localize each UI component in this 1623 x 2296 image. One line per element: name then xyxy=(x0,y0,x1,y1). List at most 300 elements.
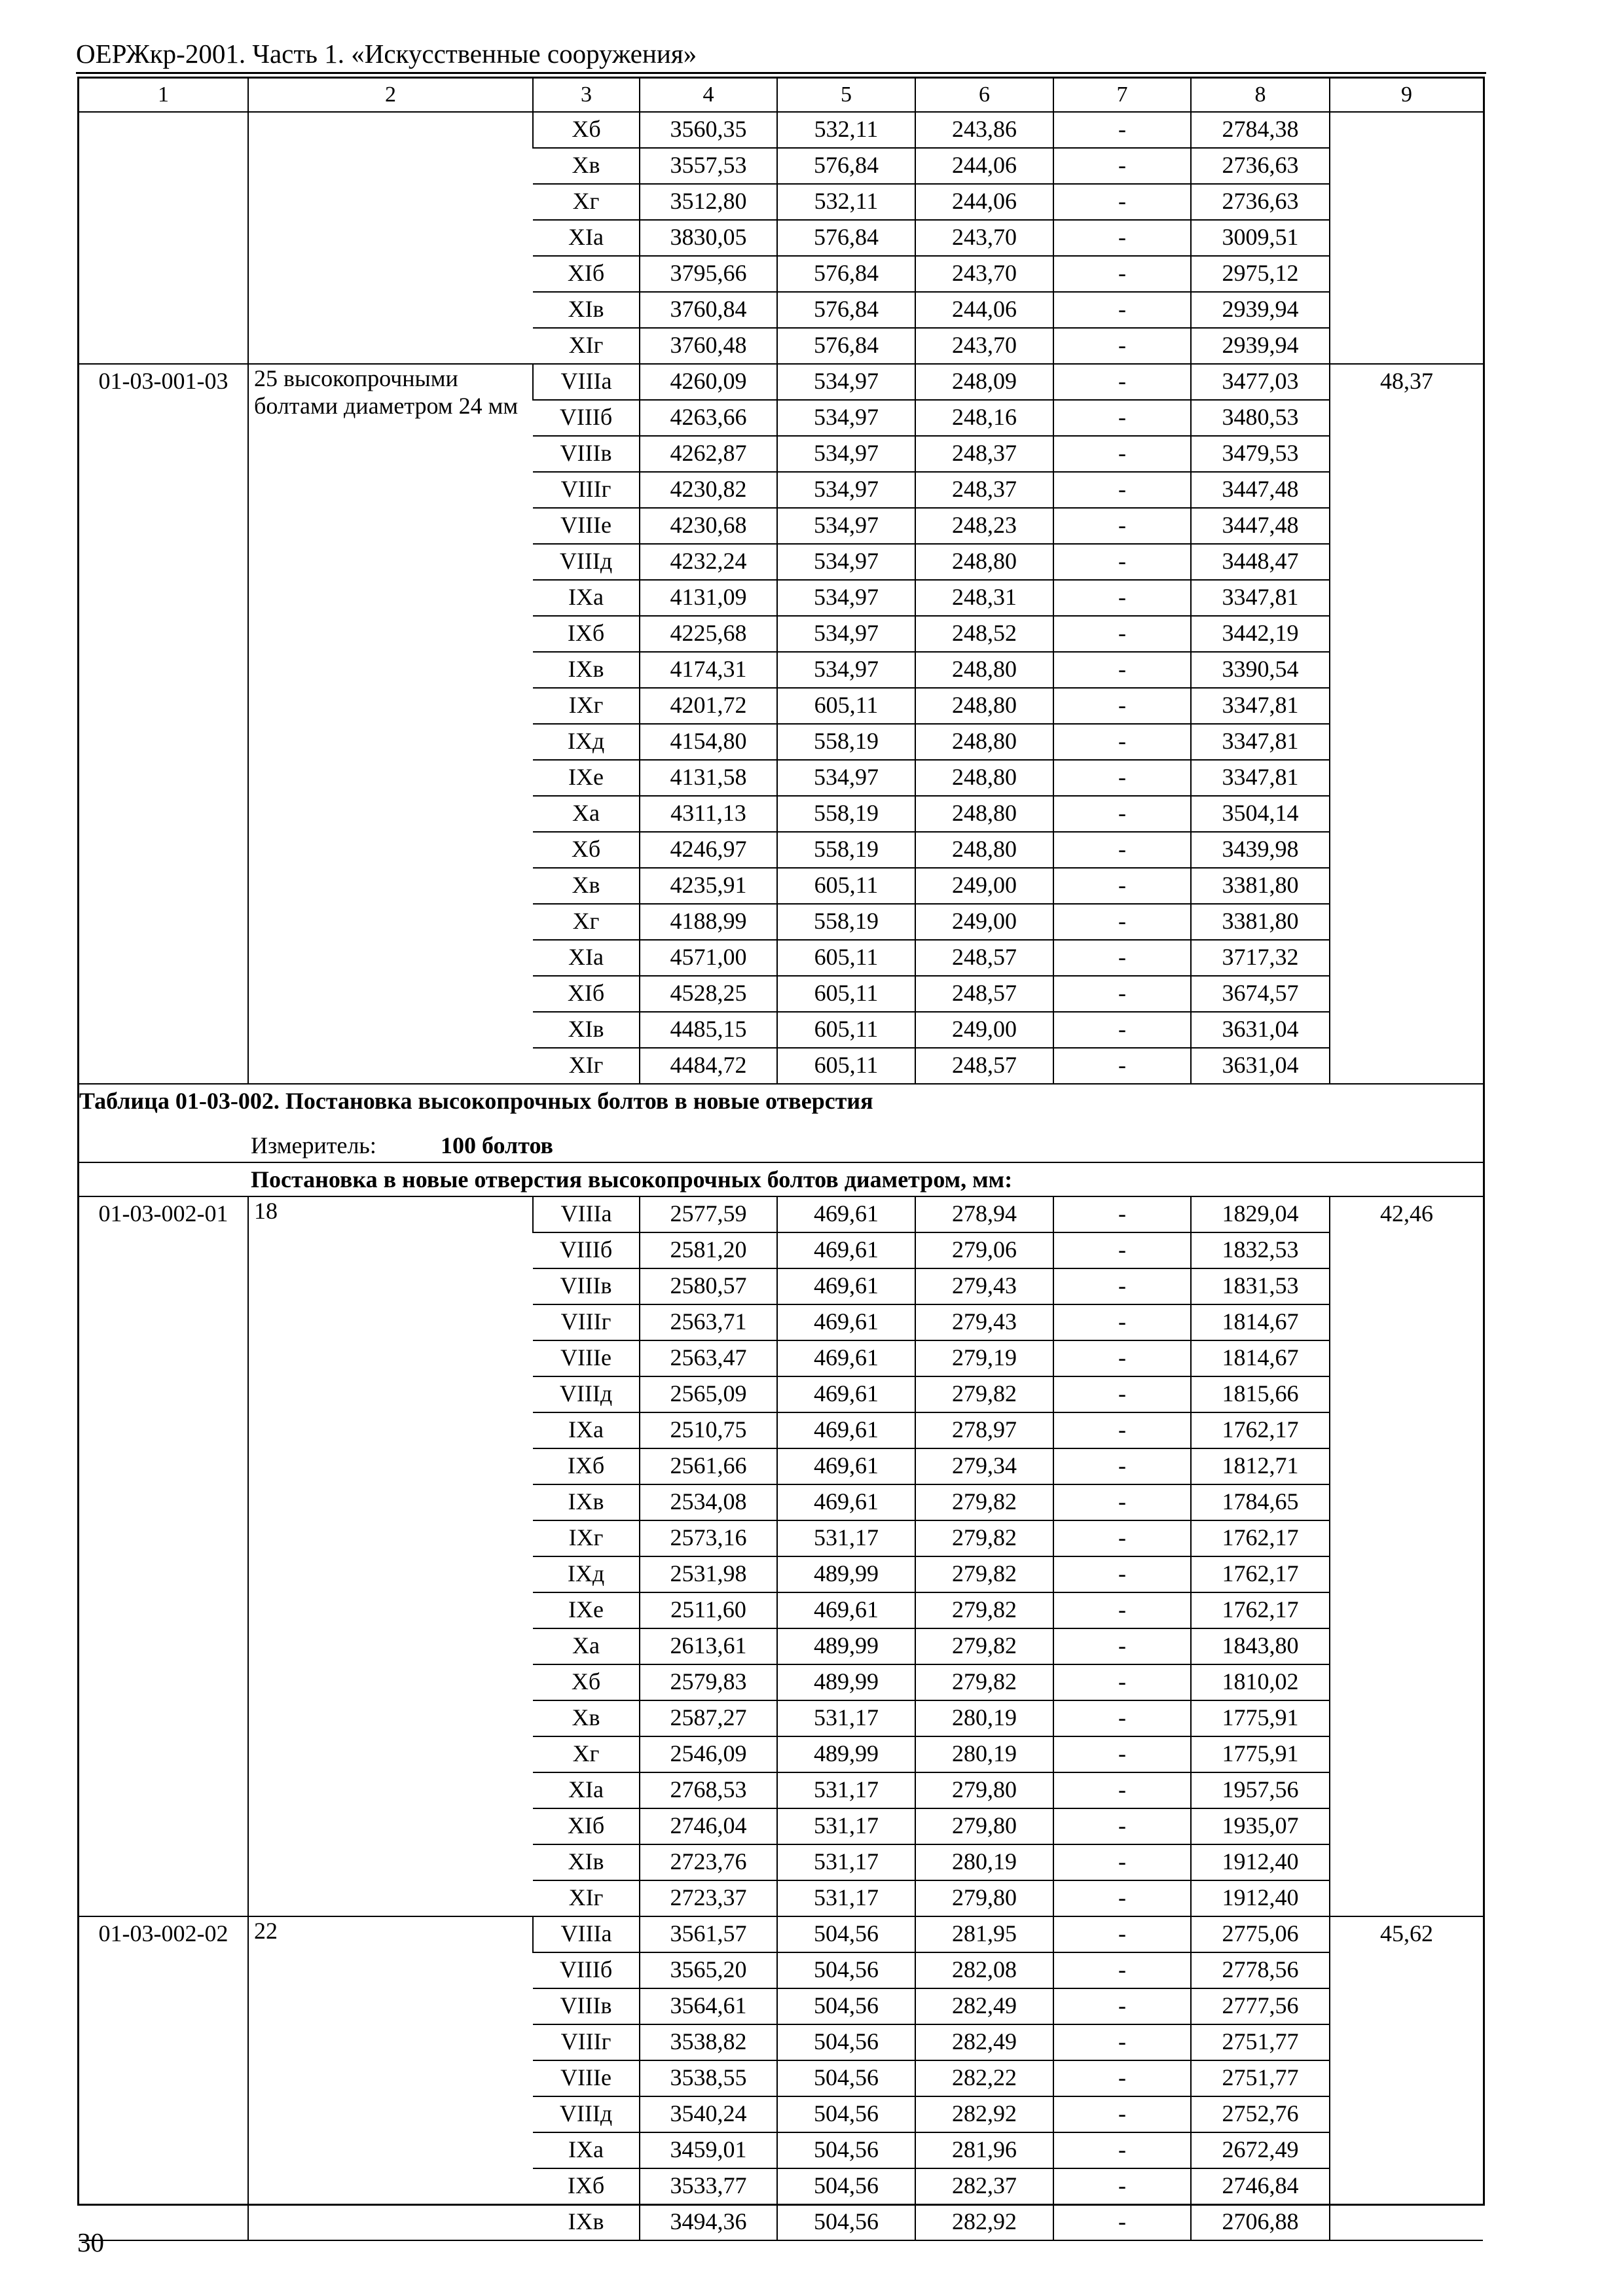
material-cost: 2752,76 xyxy=(1191,2096,1330,2132)
machine-cost: 279,80 xyxy=(915,1772,1053,1808)
machine-cost: 282,92 xyxy=(915,2096,1053,2132)
resource-code: VIIIе xyxy=(533,508,640,544)
driver-cost: - xyxy=(1053,400,1191,436)
driver-cost: - xyxy=(1053,580,1191,616)
machine-cost: 279,82 xyxy=(915,1520,1053,1556)
resource-code: VIIIд xyxy=(533,2096,640,2132)
total-cost: 4201,72 xyxy=(640,688,777,724)
machine-cost: 248,80 xyxy=(915,796,1053,832)
material-cost: 1829,04 xyxy=(1191,1196,1330,1232)
total-cost: 3494,36 xyxy=(640,2204,777,2240)
resource-code: IXб xyxy=(533,1448,640,1484)
work-name: 18 xyxy=(248,1196,533,1916)
rate-code: 01-03-001-03 xyxy=(79,364,248,1084)
total-cost: 3795,66 xyxy=(640,256,777,292)
material-cost: 1957,56 xyxy=(1191,1772,1330,1808)
labor-hours: 48,37 xyxy=(1330,364,1483,1084)
material-cost: 2975,12 xyxy=(1191,256,1330,292)
material-cost: 2736,63 xyxy=(1191,148,1330,184)
total-cost: 2577,59 xyxy=(640,1196,777,1232)
total-cost: 3512,80 xyxy=(640,184,777,220)
price-table xyxy=(77,77,1485,2234)
labor-cost: 504,56 xyxy=(777,2204,915,2240)
machine-cost: 248,57 xyxy=(915,940,1053,976)
driver-cost: - xyxy=(1053,364,1191,400)
total-cost: 2563,47 xyxy=(640,1340,777,1376)
resource-code: IXв xyxy=(533,1484,640,1520)
machine-cost: 249,00 xyxy=(915,904,1053,940)
labor-cost: 534,97 xyxy=(777,364,915,400)
rate-code xyxy=(79,112,248,364)
labor-cost: 469,61 xyxy=(777,1304,915,1340)
total-cost: 4230,68 xyxy=(640,508,777,544)
resource-code: VIIIг xyxy=(533,2024,640,2060)
resource-code: XIв xyxy=(533,292,640,328)
column-number: 2 xyxy=(248,79,533,112)
material-cost: 3504,14 xyxy=(1191,796,1330,832)
labor-cost: 576,84 xyxy=(777,220,915,256)
material-cost: 1762,17 xyxy=(1191,1556,1330,1592)
total-cost: 2563,71 xyxy=(640,1304,777,1340)
machine-cost: 280,19 xyxy=(915,1736,1053,1772)
table-row xyxy=(79,364,1483,400)
machine-cost: 282,49 xyxy=(915,2024,1053,2060)
labor-cost: 534,97 xyxy=(777,436,915,472)
resource-code: IXа xyxy=(533,580,640,616)
total-cost: 2534,08 xyxy=(640,1484,777,1520)
subheading-row xyxy=(79,1162,1483,1196)
labor-cost: 469,61 xyxy=(777,1268,915,1304)
machine-cost: 243,70 xyxy=(915,220,1053,256)
driver-cost: - xyxy=(1053,2132,1191,2168)
driver-cost: - xyxy=(1053,472,1191,508)
material-cost: 3347,81 xyxy=(1191,724,1330,760)
driver-cost: - xyxy=(1053,1232,1191,1268)
machine-cost: 248,80 xyxy=(915,688,1053,724)
material-cost: 3347,81 xyxy=(1191,580,1330,616)
driver-cost: - xyxy=(1053,1012,1191,1048)
material-cost: 3381,80 xyxy=(1191,868,1330,904)
machine-cost: 243,70 xyxy=(915,256,1053,292)
material-cost: 2939,94 xyxy=(1191,292,1330,328)
machine-cost: 279,06 xyxy=(915,1232,1053,1268)
material-cost: 1812,71 xyxy=(1191,1448,1330,1484)
total-cost: 4131,58 xyxy=(640,760,777,796)
resource-code: VIIIв xyxy=(533,1268,640,1304)
labor-cost: 469,61 xyxy=(777,1592,915,1628)
driver-cost: - xyxy=(1053,328,1191,364)
driver-cost: - xyxy=(1053,220,1191,256)
resource-code: IXд xyxy=(533,1556,640,1592)
driver-cost: - xyxy=(1053,1520,1191,1556)
total-cost: 2546,09 xyxy=(640,1736,777,1772)
driver-cost: - xyxy=(1053,2204,1191,2240)
material-cost: 2784,38 xyxy=(1191,112,1330,148)
driver-cost: - xyxy=(1053,1304,1191,1340)
total-cost: 3760,48 xyxy=(640,328,777,364)
labor-cost: 469,61 xyxy=(777,1484,915,1520)
total-cost: 4225,68 xyxy=(640,616,777,652)
resource-code: Xа xyxy=(533,1628,640,1664)
work-name: 22 xyxy=(248,1916,533,2240)
machine-cost: 248,37 xyxy=(915,436,1053,472)
driver-cost: - xyxy=(1053,1048,1191,1084)
driver-cost: - xyxy=(1053,1808,1191,1844)
material-cost: 1912,40 xyxy=(1191,1880,1330,1916)
labor-cost: 504,56 xyxy=(777,1916,915,1952)
driver-cost: - xyxy=(1053,796,1191,832)
labor-cost: 558,19 xyxy=(777,904,915,940)
resource-code: VIIIд xyxy=(533,1376,640,1412)
driver-cost: - xyxy=(1053,2096,1191,2132)
material-cost: 1831,53 xyxy=(1191,1268,1330,1304)
machine-cost: 248,57 xyxy=(915,976,1053,1012)
column-number-row xyxy=(79,79,1483,112)
driver-cost: - xyxy=(1053,1736,1191,1772)
labor-cost: 531,17 xyxy=(777,1700,915,1736)
resource-code: XIб xyxy=(533,1808,640,1844)
total-cost: 3533,77 xyxy=(640,2168,777,2204)
driver-cost: - xyxy=(1053,508,1191,544)
driver-cost: - xyxy=(1053,1592,1191,1628)
material-cost: 1843,80 xyxy=(1191,1628,1330,1664)
machine-cost: 249,00 xyxy=(915,1012,1053,1048)
material-cost: 1832,53 xyxy=(1191,1232,1330,1268)
material-cost: 2706,88 xyxy=(1191,2204,1330,2240)
machine-cost: 279,82 xyxy=(915,1592,1053,1628)
labor-cost: 605,11 xyxy=(777,688,915,724)
total-cost: 2511,60 xyxy=(640,1592,777,1628)
labor-cost: 576,84 xyxy=(777,148,915,184)
resource-code: Xг xyxy=(533,184,640,220)
total-cost: 4262,87 xyxy=(640,436,777,472)
machine-cost: 279,43 xyxy=(915,1268,1053,1304)
material-cost: 3479,53 xyxy=(1191,436,1330,472)
total-cost: 2587,27 xyxy=(640,1700,777,1736)
resource-code: VIIIе xyxy=(533,2060,640,2096)
material-cost: 2939,94 xyxy=(1191,328,1330,364)
total-cost: 2723,76 xyxy=(640,1844,777,1880)
subheading: Постановка в новые отверстия высокопрочных болтов диаметром, мм: xyxy=(79,1162,1483,1196)
total-cost: 4528,25 xyxy=(640,976,777,1012)
table-row xyxy=(79,112,1483,148)
machine-cost: 282,37 xyxy=(915,2168,1053,2204)
total-cost: 4571,00 xyxy=(640,940,777,976)
machine-cost: 279,80 xyxy=(915,1808,1053,1844)
labor-cost: 531,17 xyxy=(777,1520,915,1556)
driver-cost: - xyxy=(1053,1484,1191,1520)
labor-cost: 576,84 xyxy=(777,256,915,292)
material-cost: 2778,56 xyxy=(1191,1952,1330,1988)
labor-cost: 489,99 xyxy=(777,1664,915,1700)
resource-code: VIIIв xyxy=(533,1988,640,2024)
driver-cost: - xyxy=(1053,1952,1191,1988)
labor-cost: 534,97 xyxy=(777,616,915,652)
resource-code: Xб xyxy=(533,832,640,868)
machine-cost: 248,37 xyxy=(915,472,1053,508)
labor-cost: 504,56 xyxy=(777,1952,915,1988)
labor-cost: 504,56 xyxy=(777,2132,915,2168)
column-number: 7 xyxy=(1053,79,1191,112)
machine-cost: 244,06 xyxy=(915,184,1053,220)
material-cost: 1762,17 xyxy=(1191,1412,1330,1448)
resource-code: IXд xyxy=(533,724,640,760)
resource-code: VIIIе xyxy=(533,1340,640,1376)
driver-cost: - xyxy=(1053,1196,1191,1232)
labor-cost: 534,97 xyxy=(777,508,915,544)
driver-cost: - xyxy=(1053,112,1191,148)
machine-cost: 279,82 xyxy=(915,1556,1053,1592)
column-number: 6 xyxy=(915,79,1053,112)
resource-code: XIг xyxy=(533,1880,640,1916)
header-rule xyxy=(76,72,1486,74)
total-cost: 3561,57 xyxy=(640,1916,777,1952)
resource-code: XIа xyxy=(533,940,640,976)
resource-code: XIб xyxy=(533,256,640,292)
machine-cost: 278,97 xyxy=(915,1412,1053,1448)
resource-code: Xб xyxy=(533,1664,640,1700)
labor-cost: 531,17 xyxy=(777,1844,915,1880)
section-title: Таблица 01-03-002. Постановка высокопрочных болтов в новые отверстия xyxy=(79,1088,873,1114)
total-cost: 3538,55 xyxy=(640,2060,777,2096)
total-cost: 3459,01 xyxy=(640,2132,777,2168)
material-cost: 2751,77 xyxy=(1191,2024,1330,2060)
resource-code: IXа xyxy=(533,2132,640,2168)
total-cost: 4263,66 xyxy=(640,400,777,436)
labor-hours: 45,62 xyxy=(1330,1916,1483,2240)
machine-cost: 282,22 xyxy=(915,2060,1053,2096)
driver-cost: - xyxy=(1053,184,1191,220)
resource-code: IXе xyxy=(533,760,640,796)
resource-code: VIIIг xyxy=(533,472,640,508)
material-cost: 2777,56 xyxy=(1191,1988,1330,2024)
machine-cost: 248,80 xyxy=(915,760,1053,796)
total-cost: 4485,15 xyxy=(640,1012,777,1048)
labor-cost: 469,61 xyxy=(777,1340,915,1376)
resource-code: Xа xyxy=(533,796,640,832)
total-cost: 2768,53 xyxy=(640,1772,777,1808)
resource-code: IXв xyxy=(533,652,640,688)
total-cost: 4131,09 xyxy=(640,580,777,616)
material-cost: 2672,49 xyxy=(1191,2132,1330,2168)
total-cost: 2565,09 xyxy=(640,1376,777,1412)
labor-cost: 531,17 xyxy=(777,1880,915,1916)
resource-code: IXг xyxy=(533,1520,640,1556)
column-number: 8 xyxy=(1191,79,1330,112)
material-cost: 3631,04 xyxy=(1191,1048,1330,1084)
total-cost: 3564,61 xyxy=(640,1988,777,2024)
column-number: 4 xyxy=(640,79,777,112)
machine-cost: 280,19 xyxy=(915,1700,1053,1736)
total-cost: 2613,61 xyxy=(640,1628,777,1664)
total-cost: 4246,97 xyxy=(640,832,777,868)
material-cost: 3447,48 xyxy=(1191,472,1330,508)
total-cost: 2746,04 xyxy=(640,1808,777,1844)
total-cost: 3557,53 xyxy=(640,148,777,184)
total-cost: 4232,24 xyxy=(640,544,777,580)
total-cost: 4260,09 xyxy=(640,364,777,400)
machine-cost: 244,06 xyxy=(915,148,1053,184)
labor-cost: 504,56 xyxy=(777,2096,915,2132)
resource-code: XIб xyxy=(533,976,640,1012)
resource-code: Xв xyxy=(533,148,640,184)
labor-cost: 534,97 xyxy=(777,580,915,616)
material-cost: 3448,47 xyxy=(1191,544,1330,580)
machine-cost: 249,00 xyxy=(915,868,1053,904)
labor-cost: 605,11 xyxy=(777,1012,915,1048)
driver-cost: - xyxy=(1053,688,1191,724)
labor-cost: 504,56 xyxy=(777,2060,915,2096)
driver-cost: - xyxy=(1053,904,1191,940)
resource-code: VIIIг xyxy=(533,1304,640,1340)
labor-cost: 558,19 xyxy=(777,724,915,760)
machine-cost: 282,08 xyxy=(915,1952,1053,1988)
machine-cost: 248,23 xyxy=(915,508,1053,544)
rate-code: 01-03-002-02 xyxy=(79,1916,248,2240)
machine-cost: 279,82 xyxy=(915,1484,1053,1520)
machine-cost: 279,82 xyxy=(915,1376,1053,1412)
driver-cost: - xyxy=(1053,724,1191,760)
driver-cost: - xyxy=(1053,1628,1191,1664)
labor-cost: 532,11 xyxy=(777,184,915,220)
material-cost: 1762,17 xyxy=(1191,1592,1330,1628)
table-row xyxy=(79,1916,1483,1952)
total-cost: 3565,20 xyxy=(640,1952,777,1988)
driver-cost: - xyxy=(1053,652,1191,688)
driver-cost: - xyxy=(1053,868,1191,904)
resource-code: IXб xyxy=(533,616,640,652)
resource-code: XIг xyxy=(533,1048,640,1084)
resource-code: Xв xyxy=(533,1700,640,1736)
driver-cost: - xyxy=(1053,1556,1191,1592)
labor-cost: 558,19 xyxy=(777,832,915,868)
page-header: ОЕРЖкр-2001. Часть 1. «Искусственные сооружения» xyxy=(76,39,697,69)
material-cost: 3480,53 xyxy=(1191,400,1330,436)
driver-cost: - xyxy=(1053,832,1191,868)
total-cost: 4311,13 xyxy=(640,796,777,832)
machine-cost: 282,92 xyxy=(915,2204,1053,2240)
machine-cost: 243,70 xyxy=(915,328,1053,364)
column-number: 5 xyxy=(777,79,915,112)
column-number: 1 xyxy=(79,79,248,112)
resource-code: Xг xyxy=(533,904,640,940)
resource-code: XIа xyxy=(533,1772,640,1808)
table-body xyxy=(79,79,1483,2240)
material-cost: 3009,51 xyxy=(1191,220,1330,256)
machine-cost: 244,06 xyxy=(915,292,1053,328)
labor-cost: 469,61 xyxy=(777,1196,915,1232)
driver-cost: - xyxy=(1053,1448,1191,1484)
labor-cost: 534,97 xyxy=(777,472,915,508)
machine-cost: 248,80 xyxy=(915,724,1053,760)
material-cost: 1775,91 xyxy=(1191,1736,1330,1772)
total-cost: 4235,91 xyxy=(640,868,777,904)
resource-code: VIIIб xyxy=(533,400,640,436)
labor-cost: 605,11 xyxy=(777,868,915,904)
driver-cost: - xyxy=(1053,1880,1191,1916)
driver-cost: - xyxy=(1053,2168,1191,2204)
material-cost: 2751,77 xyxy=(1191,2060,1330,2096)
total-cost: 2510,75 xyxy=(640,1412,777,1448)
page-number: 30 xyxy=(77,2227,104,2257)
labor-cost: 531,17 xyxy=(777,1808,915,1844)
labor-hours xyxy=(1330,112,1483,364)
material-cost: 3439,98 xyxy=(1191,832,1330,868)
resource-code: VIIIб xyxy=(533,1232,640,1268)
measure-value: 100 болтов xyxy=(441,1132,554,1158)
labor-cost: 605,11 xyxy=(777,1048,915,1084)
material-cost: 3381,80 xyxy=(1191,904,1330,940)
labor-cost: 605,11 xyxy=(777,976,915,1012)
labor-cost: 469,61 xyxy=(777,1232,915,1268)
driver-cost: - xyxy=(1053,760,1191,796)
total-cost: 2573,16 xyxy=(640,1520,777,1556)
driver-cost: - xyxy=(1053,940,1191,976)
material-cost: 2775,06 xyxy=(1191,1916,1330,1952)
driver-cost: - xyxy=(1053,976,1191,1012)
total-cost: 3830,05 xyxy=(640,220,777,256)
driver-cost: - xyxy=(1053,1376,1191,1412)
machine-cost: 279,43 xyxy=(915,1304,1053,1340)
driver-cost: - xyxy=(1053,2024,1191,2060)
machine-cost: 248,09 xyxy=(915,364,1053,400)
total-cost: 2581,20 xyxy=(640,1232,777,1268)
driver-cost: - xyxy=(1053,436,1191,472)
labor-hours: 42,46 xyxy=(1330,1196,1483,1916)
total-cost: 4174,31 xyxy=(640,652,777,688)
material-cost: 1762,17 xyxy=(1191,1520,1330,1556)
material-cost: 1815,66 xyxy=(1191,1376,1330,1412)
total-cost: 4230,82 xyxy=(640,472,777,508)
resource-code: IXе xyxy=(533,1592,640,1628)
driver-cost: - xyxy=(1053,1340,1191,1376)
material-cost: 1814,67 xyxy=(1191,1304,1330,1340)
machine-cost: 279,34 xyxy=(915,1448,1053,1484)
total-cost: 2723,37 xyxy=(640,1880,777,1916)
driver-cost: - xyxy=(1053,616,1191,652)
resource-code: Xг xyxy=(533,1736,640,1772)
driver-cost: - xyxy=(1053,1916,1191,1952)
labor-cost: 531,17 xyxy=(777,1772,915,1808)
work-name: 25 высокопрочными болтами диаметром 24 мм xyxy=(248,364,533,1084)
material-cost: 2746,84 xyxy=(1191,2168,1330,2204)
material-cost: 3447,48 xyxy=(1191,508,1330,544)
machine-cost: 248,80 xyxy=(915,544,1053,580)
machine-cost: 248,80 xyxy=(915,832,1053,868)
driver-cost: - xyxy=(1053,1988,1191,2024)
total-cost: 3538,82 xyxy=(640,2024,777,2060)
resource-code: VIIIд xyxy=(533,544,640,580)
driver-cost: - xyxy=(1053,1844,1191,1880)
labor-cost: 558,19 xyxy=(777,796,915,832)
material-cost: 1912,40 xyxy=(1191,1844,1330,1880)
machine-cost: 279,82 xyxy=(915,1628,1053,1664)
material-cost: 1935,07 xyxy=(1191,1808,1330,1844)
machine-cost: 280,19 xyxy=(915,1844,1053,1880)
material-cost: 3631,04 xyxy=(1191,1012,1330,1048)
resource-code: VIIIа xyxy=(533,1916,640,1952)
machine-cost: 248,52 xyxy=(915,616,1053,652)
labor-cost: 469,61 xyxy=(777,1448,915,1484)
material-cost: 3347,81 xyxy=(1191,760,1330,796)
total-cost: 2561,66 xyxy=(640,1448,777,1484)
resource-code: IXб xyxy=(533,2168,640,2204)
driver-cost: - xyxy=(1053,148,1191,184)
material-cost: 3347,81 xyxy=(1191,688,1330,724)
resource-code: IXв xyxy=(533,2204,640,2240)
material-cost: 3717,32 xyxy=(1191,940,1330,976)
total-cost: 3760,84 xyxy=(640,292,777,328)
